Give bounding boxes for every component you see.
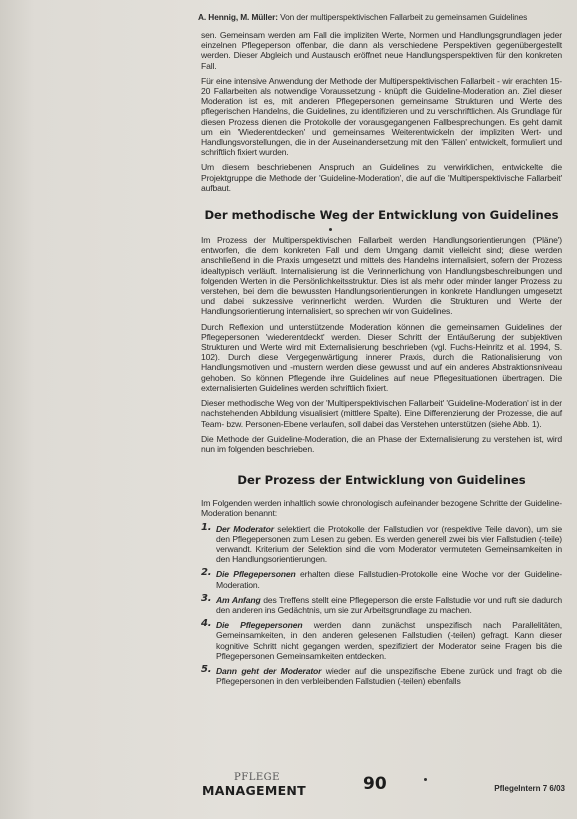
step-number: 3.: [201, 592, 212, 604]
logo-top-text: PFLEGE: [234, 772, 280, 783]
step-text: selektiert die Protokolle der Fallstudien vor (respektive Teile davon), um sie den Pflegepersonen zum Lesen zu geben. Es werden generell zwei bis vier Fallstudien (-teile) verwandt. Kriterium der Selektion sind die vom Moderator vermuteten Gemeinsamkeiten in den Handlungsorientierungen.: [216, 523, 562, 565]
issue-label: PflegeIntern 7 6/03: [494, 784, 565, 793]
running-head-authors: A. Hennig, M. Müller:: [198, 12, 278, 22]
step-number: 5.: [201, 663, 212, 675]
list-item: [201, 620, 562, 661]
section-heading: Der Prozess der Entwicklung von Guidelines: [237, 473, 526, 488]
paragraph: sen. Gemeinsam werden am Fall die impliziten Werte, Normen und Handlungsgrundlagen jeder einzelnen Pflegeperson offenbar, die dann als verschiedene Perspektiven gegenübergestellt werden. Dieser Abgleich und Austausch eröffnet neue Handlungsperspektiven für den konkreten Fall.: [201, 30, 562, 71]
page-number: 90: [363, 774, 387, 794]
paragraph: Im Prozess der Multiperspektivischen Fallarbeit werden Handlungsorientierungen ('Pläne') entworfen, die dem konkreten Fall und dem Umgang damit vielleicht sind; diese werden anschließend in die Praxis umgesetzt und mittels des Handelns internalisiert, sofern der Prozess idealtypisch verläuft. Internalisierung ist die Verinnerlichung von Handlungsbeschreibungen und folgenden Werten in die Persönlichkeitsstruktur. Dies ist als mehr oder minder langer Prozess zu verstehen, bei dem die bewussten Handlungsorientierungen in konkrete Handlungen umgesetzt und dabei sukzessive verinnerlicht werden. Wurden die Strukturen und Werte der Handlungsorientierung internalisiert, so sprechen wir von Guidelines.: [201, 235, 562, 317]
running-head: [198, 12, 568, 22]
step-lead: Dann geht der Moderator: [216, 665, 322, 676]
list-item: [201, 569, 562, 589]
step-lead: Am Anfang: [216, 594, 261, 605]
step-lead: Der Moderator: [216, 523, 274, 534]
list-item: [201, 663, 562, 687]
scan-speck: [424, 778, 427, 781]
paragraph: Im Folgenden werden inhaltlich sowie chronologisch aufeinander bezogene Schritte der Guideline-Moderation benannt:: [201, 498, 562, 519]
scan-speck: [329, 228, 332, 231]
paragraph: Für eine intensive Anwendung der Methode der Multiperspektivischen Fallarbeit - wir erachten 15-20 Fallarbeiten als notwendige Voraussetzung - knüpft die Guideline-Moderation an. Ziel dieser Moderation ist es, mit anderen Pflegepersonen gemeinsame Strukturen und Werte des pflegerischen Handelns, die Guidelines, zu identifizieren und zu verschriftlichen. Als Grundlage für diesen Prozess dienen die Protokolle der vorausgegangenen Fallbesprechungen. Es geht damit um ein 'Wiederentdecken' und gemeinsames Weiterentwickeln der impliziten Wert- und Handlungsvorstellungen, die in der Auseinandersetzung mit den 'Fällen' entwickelt, formuliert und schriftlich fixiert wurden.: [201, 75, 562, 158]
step-lead: Die Pflegepersonen: [216, 620, 303, 631]
paragraph: Die Methode der Guideline-Moderation, die an Phase der Externalisierung zu verstehen ist, wird nun im folgenden beschrieben.: [201, 433, 562, 454]
step-lead: Die Pflegepersonen: [216, 569, 296, 580]
step-text: erhalten diese Fallstudien-Protokolle eine Woche vor der Guideline-Moderation.: [216, 569, 562, 590]
paragraph: Dieser methodische Weg von der 'Multiperspektivischen Fallarbeit' 'Guideline-Moderation' ist in der nachstehenden Abbildung visualisiert (mittlere Spalte). Eine Differenzierung der Prozesse, die auf Team- bzw. Personen-Ebene verlaufen, soll dabei das Verstehen unterstützen (siehe Abb. 1).: [201, 398, 562, 429]
logo-bottom-text: MANAGEMENT: [202, 783, 307, 798]
list-item: [201, 521, 562, 565]
step-number: 4.: [201, 618, 212, 630]
step-number: 1.: [201, 521, 212, 533]
paragraph: Um diesem beschriebenen Anspruch an Guidelines zu verwirklichen, entwickelte die Projektgruppe die Methode der 'Guideline-Moderation', die auf die 'Multiperspektivische Fallarbeit' aufbaut.: [201, 162, 562, 193]
running-head-title: Von der multiperspektivischen Fallarbeit zu gemeinsamen Guidelines: [280, 12, 528, 22]
paragraph: Durch Reflexion und unterstützende Moderation können die gemeinsamen Guidelines der Pflegepersonen 'wiederentdeckt' werden. Dieser Schritt der Entäußerung der subjektiven Strukturen und Werte wird mit Externalisierung beschrieben (vgl. Fuchs-Heinritz et al. 1994, S. 102). Durch diese Vergegenwärtigung innerer Praxis, durch die Rationalisierung von Handlungsmotiven und -mustern werden diese gewusst und auf ein anderes Abstraktionsniveau gehoben. So können Pflegende ihre Guidelines auf neue Pflegesituationen übertragen. Die externalisierten Guidelines werden schriftlich fixiert.: [201, 321, 562, 393]
steps-list: [201, 521, 563, 687]
article-body: [201, 30, 562, 691]
step-text: des Treffens stellt eine Pflegeperson die erste Fallstudie vor und ruft sie dadurch den anderen ins Gedächtnis, um sie zur Arbeitsgrundlage zu machen.: [216, 594, 562, 615]
list-item: [201, 592, 562, 615]
step-number: 2.: [201, 567, 212, 579]
step-text: wieder auf die unspezifische Ebene zurück und fragt ob die Pflegepersonen in den verbleibenden Fallstudien (-teilen) ebenfalls: [216, 665, 562, 687]
step-text: werden dann zunächst unspezifisch nach Parallelitäten, Gemeinsamkeiten, in den anderen gelesenen Fallstudien (-teilen) gefragt. Kann dieser kognitive Schritt nicht gegangen werden, spezifiziert der Moderator seine Fragen bis die Pflegepersonen Gemeinsamkeiten entdecken.: [216, 620, 563, 661]
section-heading: Der methodische Weg der Entwicklung von Guidelines: [204, 208, 559, 223]
page-footer: [198, 770, 573, 804]
magazine-logo: [202, 772, 312, 798]
